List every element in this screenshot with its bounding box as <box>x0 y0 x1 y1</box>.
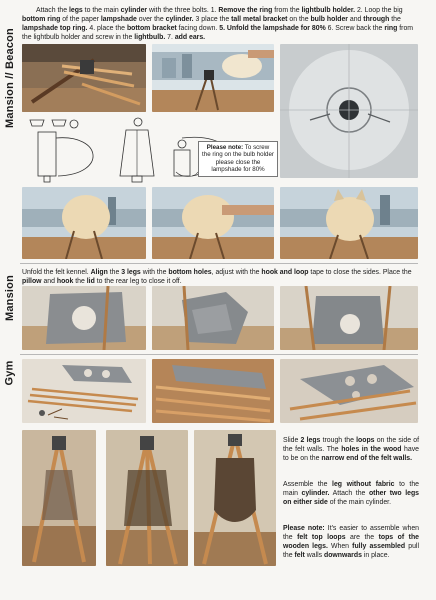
bold-text-run: holes in the wood <box>341 446 402 453</box>
text-run: 2. Loop the big <box>355 7 403 14</box>
photo-lamp-assembly <box>152 44 274 112</box>
bold-text-run: Remove the ring <box>218 7 273 14</box>
text-run: of the paper <box>60 16 101 23</box>
photo-lamp-closed <box>22 187 146 259</box>
gym-instructions-step2 <box>283 480 419 507</box>
bold-text-run: through <box>363 16 390 23</box>
bold-text-run: other two legs on either side <box>283 490 419 506</box>
text-run: tape to close the sides. Place the <box>308 269 412 276</box>
text-run: 4. place the <box>87 25 127 32</box>
text-run: Assemble the <box>283 481 333 488</box>
bold-text-run: cylinder. <box>301 490 330 497</box>
photo-gym-tripod <box>106 430 188 566</box>
bold-text-run: bottom bracket <box>126 25 177 32</box>
text-run: the <box>73 278 87 285</box>
bold-text-run: cylinder. <box>165 16 194 23</box>
text-run: are the <box>345 534 379 541</box>
text-run: 3 place the <box>193 16 232 23</box>
bold-text-run: lightbulb. <box>134 34 166 41</box>
bold-text-run: pillow <box>22 278 42 285</box>
bold-text-run: Please note: <box>206 144 244 151</box>
text-run: When <box>327 543 353 550</box>
photo-gym-parts <box>22 359 146 423</box>
beacon-note-box <box>198 141 278 177</box>
photo-gym-leg-base <box>22 430 96 566</box>
text-run: facing down. <box>176 25 220 32</box>
photo-gym-assembled <box>194 430 276 566</box>
text-run: of the main cylinder. <box>327 499 392 506</box>
bold-text-run: loops <box>356 437 375 444</box>
bold-text-run: add ears. <box>174 34 206 41</box>
bold-text-run: tops of the wooden legs. <box>283 534 419 550</box>
text-run: , adjust with the <box>211 269 262 276</box>
text-run: the <box>389 16 401 23</box>
bold-text-run: narrow end of the felt walls. <box>321 455 413 462</box>
bold-text-run: fully assembled <box>352 543 406 550</box>
text-run: to the main <box>82 7 121 14</box>
text-run: and <box>347 16 364 23</box>
text-run: to the rear leg to close it off. <box>94 278 182 285</box>
bold-text-run: tall metal bracket <box>231 16 288 23</box>
bold-text-run: lightbulb holder. <box>301 7 356 14</box>
text-run: the <box>107 269 122 276</box>
bold-text-run: lampshade top ring. <box>22 25 88 32</box>
section-label-beacon: Mansion // Beacon <box>4 27 17 128</box>
text-run: have to be on the <box>283 446 420 462</box>
gym-instructions-step1 <box>283 436 419 463</box>
text-run: To screw the ring on the bulb holder please close the lampshade for 80% <box>202 144 274 174</box>
bold-text-run: 5. Unfold the lampshade for 80% <box>219 25 326 32</box>
photo-legs-cylinder <box>22 44 146 112</box>
bold-text-run: felt <box>294 552 305 559</box>
photo-felt-kennel-folding <box>152 286 274 350</box>
text-run: Attach the <box>36 7 69 14</box>
bold-text-run: leg without fabric <box>332 481 395 488</box>
photo-felt-kennel-assembled <box>280 286 418 350</box>
bold-text-run: lampshade <box>100 16 137 23</box>
bold-text-run: felt top loops <box>297 534 346 541</box>
photo-gym-felt-walls <box>280 359 418 423</box>
text-run: in place. <box>361 552 390 559</box>
beacon-instructions <box>22 6 424 42</box>
text-run: with the <box>140 269 169 276</box>
section-label-gym: Gym <box>4 360 16 386</box>
text-run: to the main <box>283 481 419 497</box>
bold-text-run: lid <box>86 278 95 285</box>
photo-lampshade-interior <box>280 44 418 178</box>
photo-lamp-unfold <box>152 187 274 259</box>
text-run: from the <box>272 7 302 14</box>
section-divider <box>20 263 418 264</box>
text-run: on the side of the felt walls. The <box>283 437 419 453</box>
text-run: and <box>41 278 57 285</box>
bold-text-run: legs <box>68 7 83 14</box>
section-divider <box>20 354 418 355</box>
text-run: Slide <box>283 437 301 444</box>
section-label-mansion: Mansion <box>4 274 17 322</box>
text-run: from the lightbulb holder and screw in the <box>22 25 414 41</box>
bold-text-run: hook and loop <box>261 269 309 276</box>
bold-text-run: cylinder <box>120 7 148 14</box>
text-run: over the <box>136 16 166 23</box>
text-run: trough the <box>320 437 357 444</box>
text-run: with the three bolts. 1. <box>147 7 219 14</box>
photo-gym-legs-loops <box>152 359 274 423</box>
bold-text-run: Align <box>90 269 108 276</box>
text-run: walls <box>304 552 324 559</box>
text-run: 6. Screw back the <box>325 25 385 32</box>
bold-text-run: Please note: <box>283 525 325 532</box>
gym-instructions-note <box>283 524 419 560</box>
text-run: Unfold the felt kennel. <box>22 269 91 276</box>
text-run: 7. <box>165 34 175 41</box>
mansion-instructions <box>22 268 422 286</box>
bold-text-run: bottom ring <box>22 16 61 23</box>
bold-text-run: bottom holes <box>168 269 212 276</box>
text-run: It's easier to assemble when the <box>283 525 420 541</box>
text-run: pull the <box>283 543 419 559</box>
photo-felt-kennel-flat <box>22 286 146 350</box>
text-run: on the <box>287 16 311 23</box>
bold-text-run: ring <box>384 25 398 32</box>
bold-text-run: 2 legs <box>300 437 321 444</box>
bold-text-run: bulb holder <box>310 16 348 23</box>
text-run: Attach the <box>329 490 369 497</box>
photo-lamp-with-ears <box>280 187 418 259</box>
bold-text-run: 3 legs <box>121 269 141 276</box>
bold-text-run: hook <box>56 278 74 285</box>
bold-text-run: downwards <box>324 552 362 559</box>
